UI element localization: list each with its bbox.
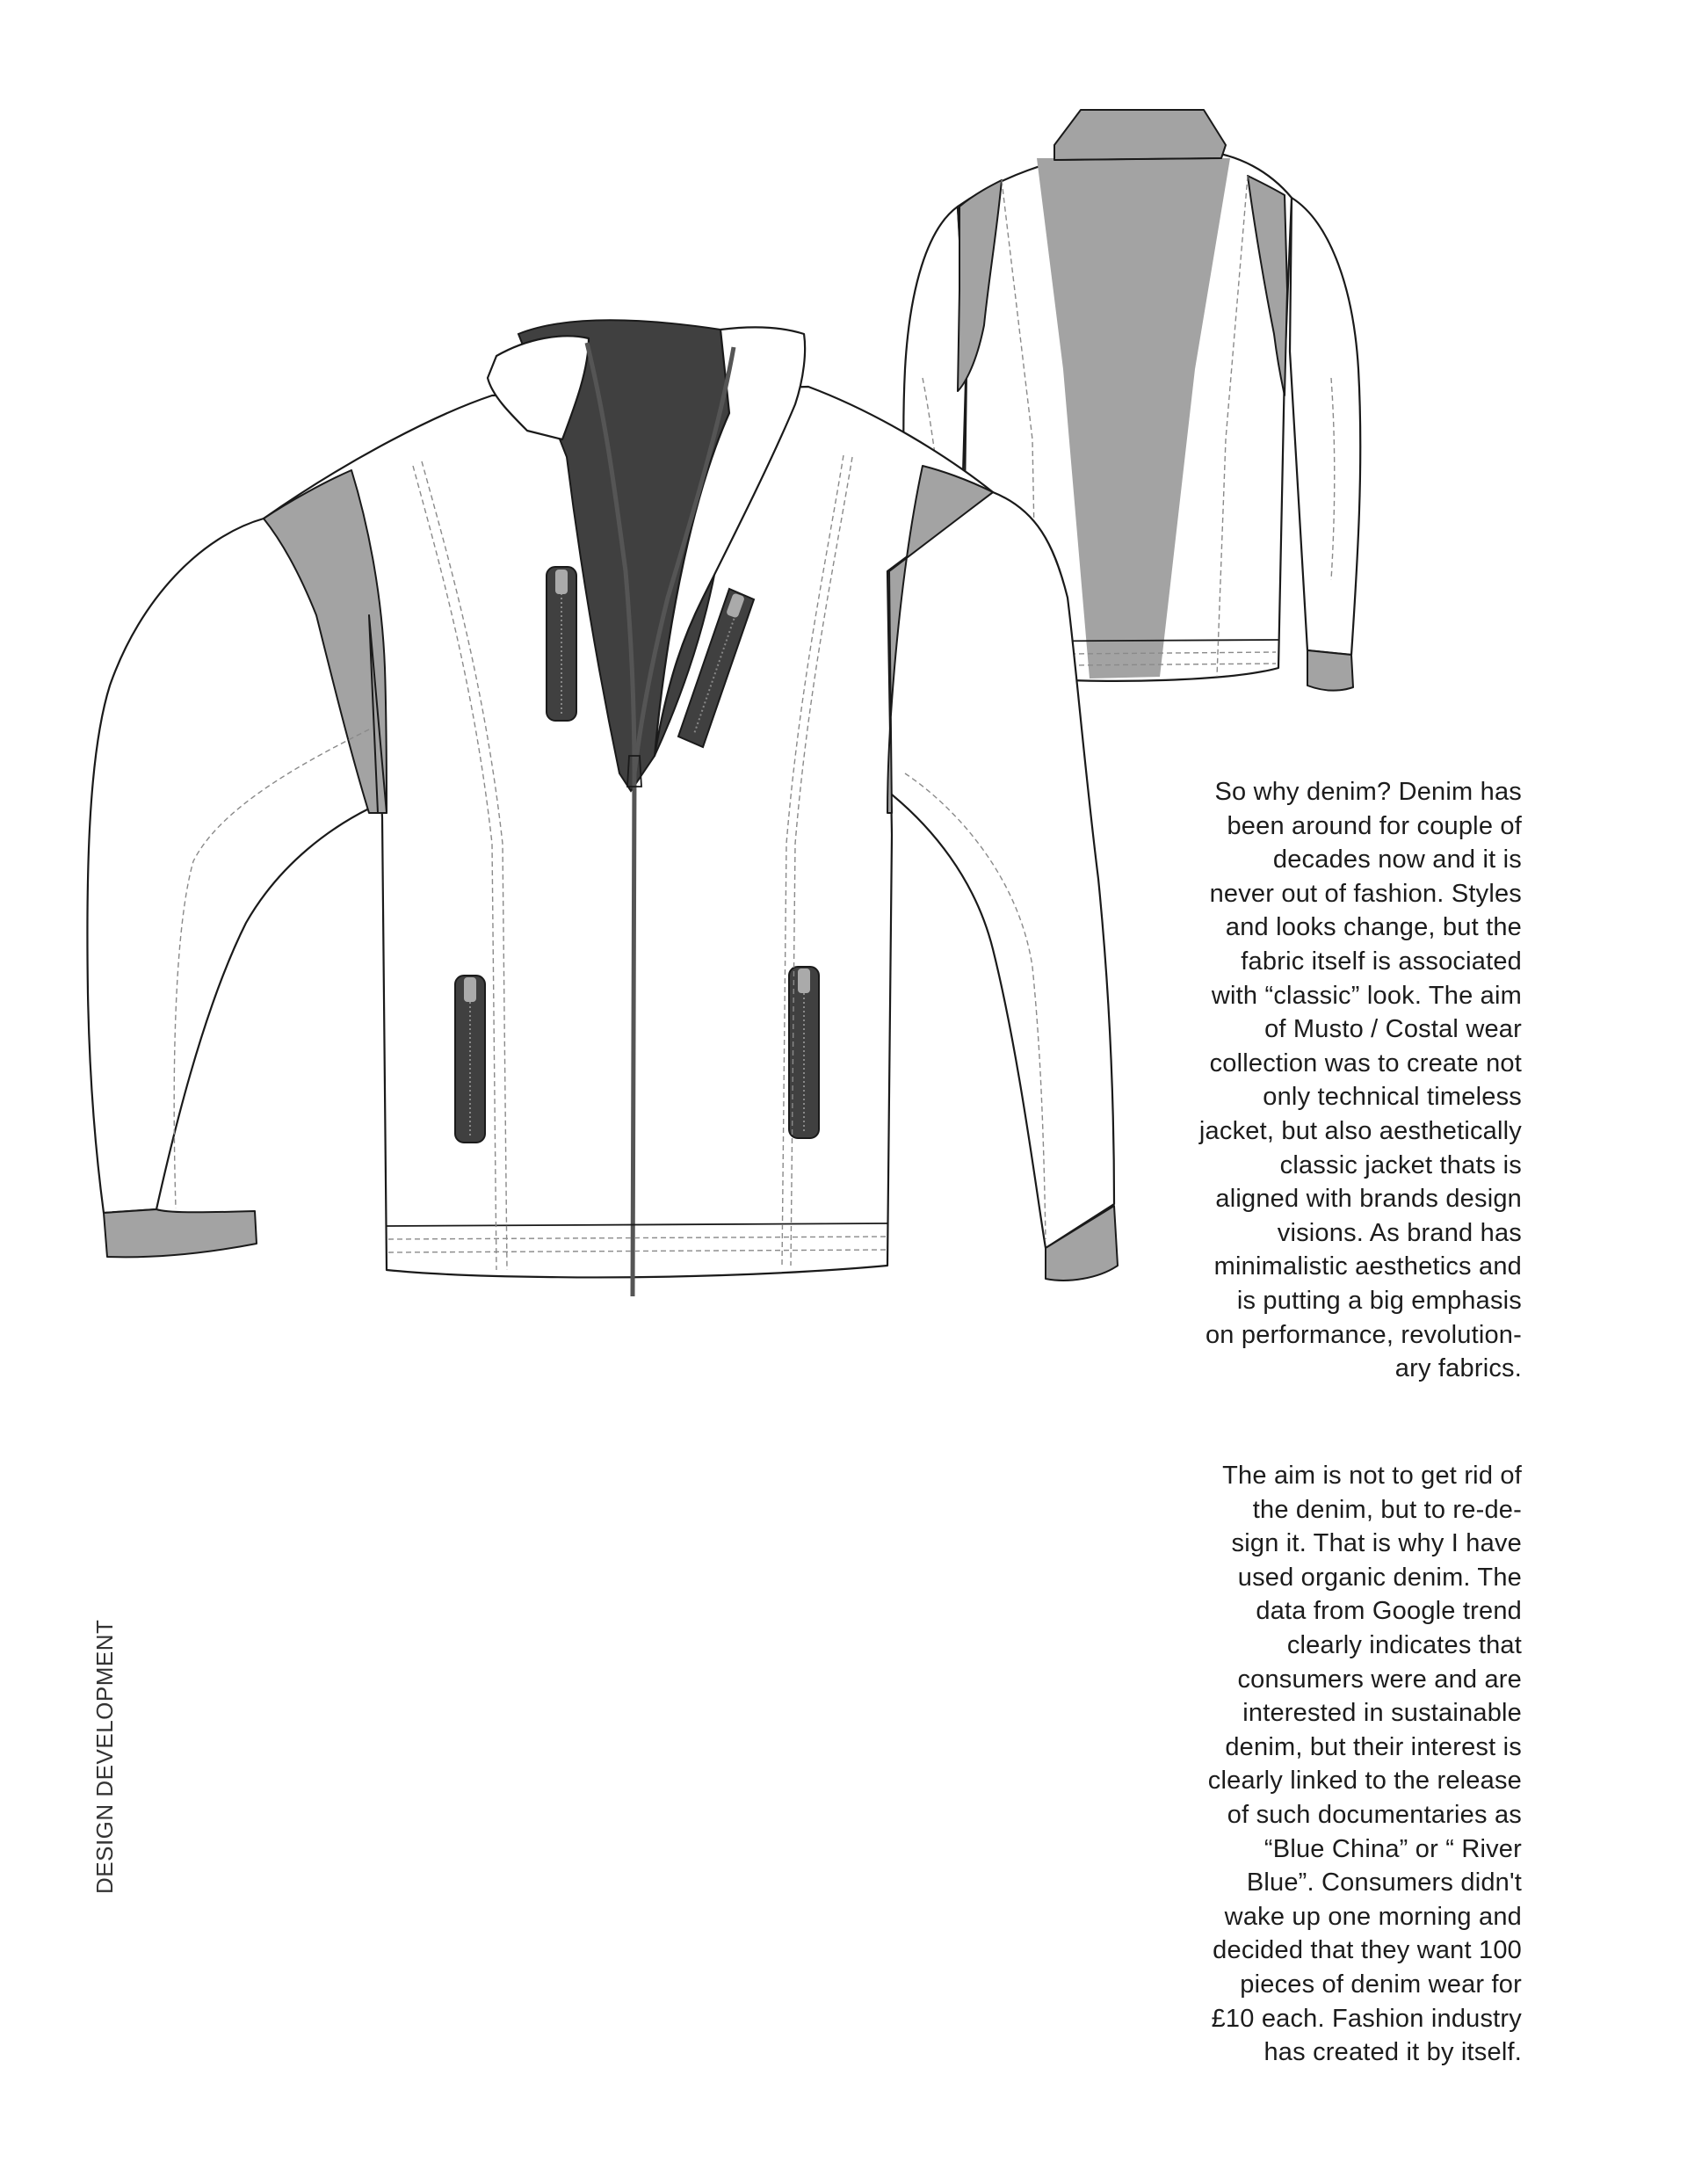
paragraph-why-denim: So why denim? Denim has been around for couple of decades now and it is never out of fashion. Styles and looks change, but the fabric itself is associated with “classic” look. The aim of Musto / Costal wear collection was to create not only technical timeless jacket, but also aesthetically classic jacket thats is aligned with brands design visions. As brand has minimalistic aesthetics and is putting a big emphasis on performance, revolution- ary fabrics. xyxy=(1198,778,1522,1383)
back-right-sleeve xyxy=(1290,198,1360,655)
front-left-cuff xyxy=(104,1209,257,1257)
back-collar xyxy=(1054,110,1226,160)
back-right-cuff xyxy=(1307,650,1353,691)
section-label-vertical: DESIGN DEVELOPMENT xyxy=(91,1619,118,1894)
paragraph-redesign-denim: The aim is not to get rid of the denim, but to re-de- sign it. That is why I have used organic denim. The data from Google trend clearly indicates that consumers were and are interested in sustainable denim, but their interest is clearly linked to the release of such documentaries as “Blue China” or “ River Blue”. Consumers didn't wake up one morning and decided that they want 100 pieces of denim wear for £10 each. Fashion industry has created it by itself. xyxy=(1207,1462,1522,2067)
